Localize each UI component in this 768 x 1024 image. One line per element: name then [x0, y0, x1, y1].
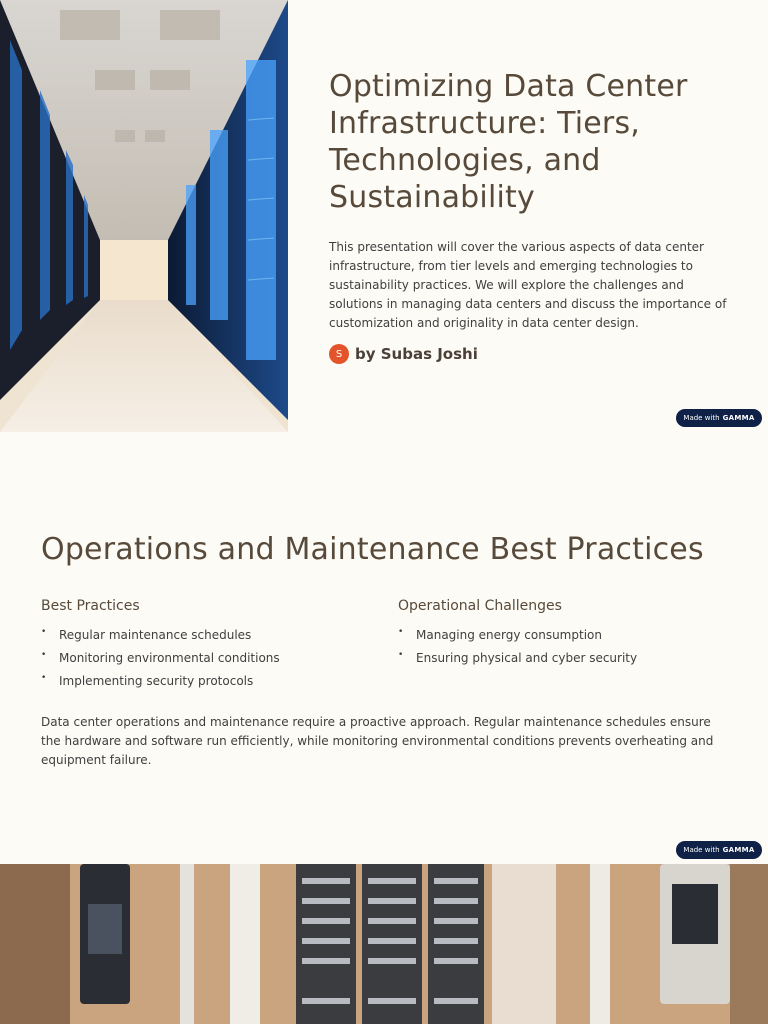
- badge-prefix: Made with: [683, 414, 720, 422]
- badge-brand: GAMMA: [722, 846, 755, 854]
- best-practices-column: [41, 598, 371, 697]
- presentation-title: Optimizing Data Center Infrastructure: Tiers, Technologies, and Sustainability: [329, 69, 688, 215]
- operational-challenges-column: [398, 598, 728, 674]
- list-item: • Monitoring environmental conditions: [41, 651, 371, 665]
- avatar: S: [329, 344, 349, 364]
- bullet-list: [41, 628, 371, 688]
- list-item: • Ensuring physical and cyber security: [398, 651, 728, 665]
- list-item: • Regular maintenance schedules: [41, 628, 371, 642]
- author: [329, 344, 478, 364]
- badge-prefix: Made with: [683, 846, 720, 854]
- column-heading: Operational Challenges: [398, 598, 562, 614]
- list-item: • Implementing security protocols: [41, 674, 371, 688]
- slide-partial-image: [0, 864, 768, 1024]
- server-room-image: [0, 0, 288, 432]
- slide-title: [0, 0, 768, 432]
- made-with-gamma-badge[interactable]: [676, 841, 762, 859]
- list-item: • Managing energy consumption: [398, 628, 728, 642]
- server-cabinets-image: [0, 864, 768, 1024]
- column-heading: Best Practices: [41, 598, 140, 614]
- slide-paragraph: Data center operations and maintenance require a proactive approach. Regular maintenance schedules ensure the hardware and software run efficiently, while monitoring environmental conditions prevents overheating and equipment failure.: [41, 715, 714, 767]
- bullet-list: [398, 628, 728, 665]
- made-with-gamma-badge[interactable]: [676, 409, 762, 427]
- slide-operations: [0, 432, 768, 864]
- slide-heading: Operations and Maintenance Best Practices: [41, 532, 704, 567]
- presentation-description: This presentation will cover the various aspects of data center infrastructure, from tier levels and emerging technologies to sustainability practices. We will explore the challenges and solutions in managing data centers and discuss the importance of customization and originality in data center design.: [329, 240, 727, 330]
- badge-brand: GAMMA: [722, 414, 755, 422]
- author-name: by Subas Joshi: [355, 345, 478, 363]
